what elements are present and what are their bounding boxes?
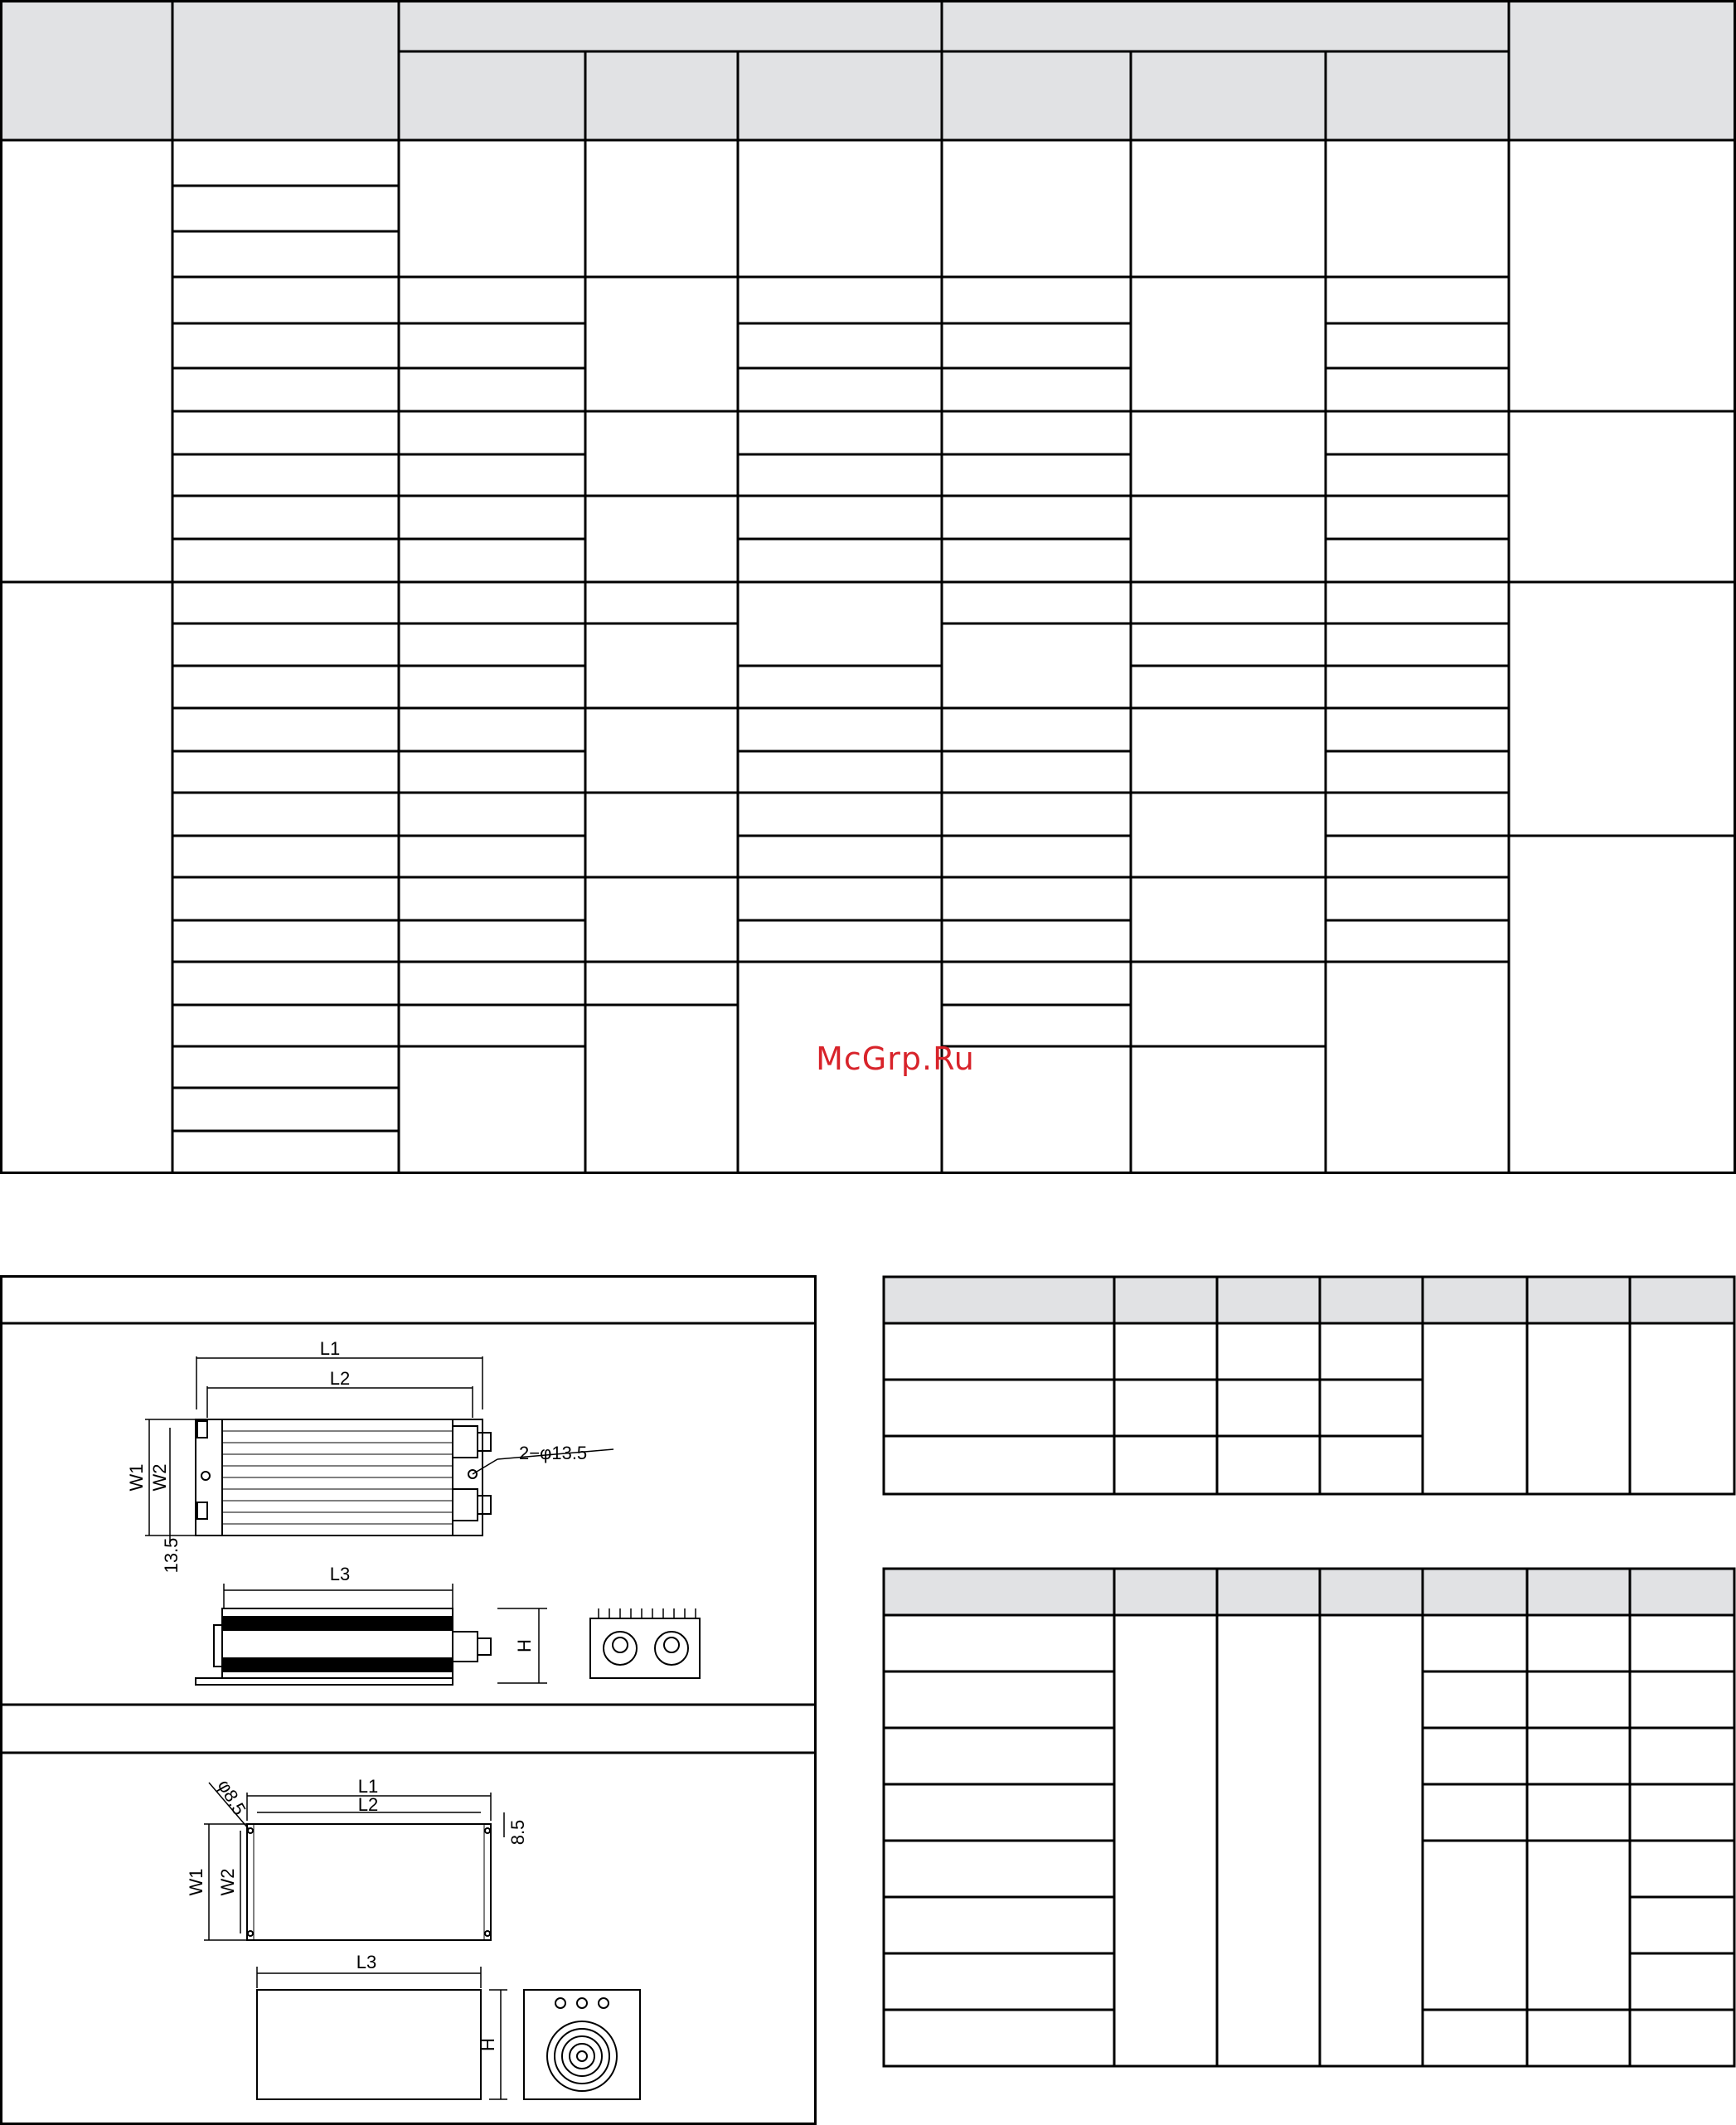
drawing-b-labels <box>186 1776 528 2051</box>
drawing-b-box-resistor <box>204 1783 640 2099</box>
dimension-drawing-panel <box>1 1277 816 2124</box>
label-l1: L1 <box>319 1338 341 1359</box>
label-l2: L2 <box>357 1794 379 1815</box>
drawing-a-finned-resistor <box>145 1356 700 1685</box>
label-offset: 8.5 <box>507 1819 528 1846</box>
watermark: McGrp.Ru <box>816 1041 975 1077</box>
label-l1: L1 <box>357 1776 379 1797</box>
label-h: H <box>478 2038 498 2051</box>
label-h: H <box>514 1639 535 1652</box>
main-spec-table <box>1 1 1735 1173</box>
label-offset: 13.5 <box>161 1537 182 1574</box>
label-hole: φ8.5 <box>213 1776 250 1819</box>
dimensions-table-a <box>884 1277 1734 1494</box>
dimensions-table-b <box>884 1569 1734 2066</box>
label-w2: W2 <box>217 1868 238 1896</box>
label-l2: L2 <box>329 1368 351 1389</box>
label-w2: W2 <box>149 1463 170 1492</box>
label-l3: L3 <box>329 1564 351 1584</box>
label-w1: W1 <box>126 1463 147 1492</box>
label-l3: L3 <box>356 1952 377 1972</box>
label-hole: 2−φ13.5 <box>519 1443 588 1463</box>
label-w1: W1 <box>186 1868 206 1896</box>
